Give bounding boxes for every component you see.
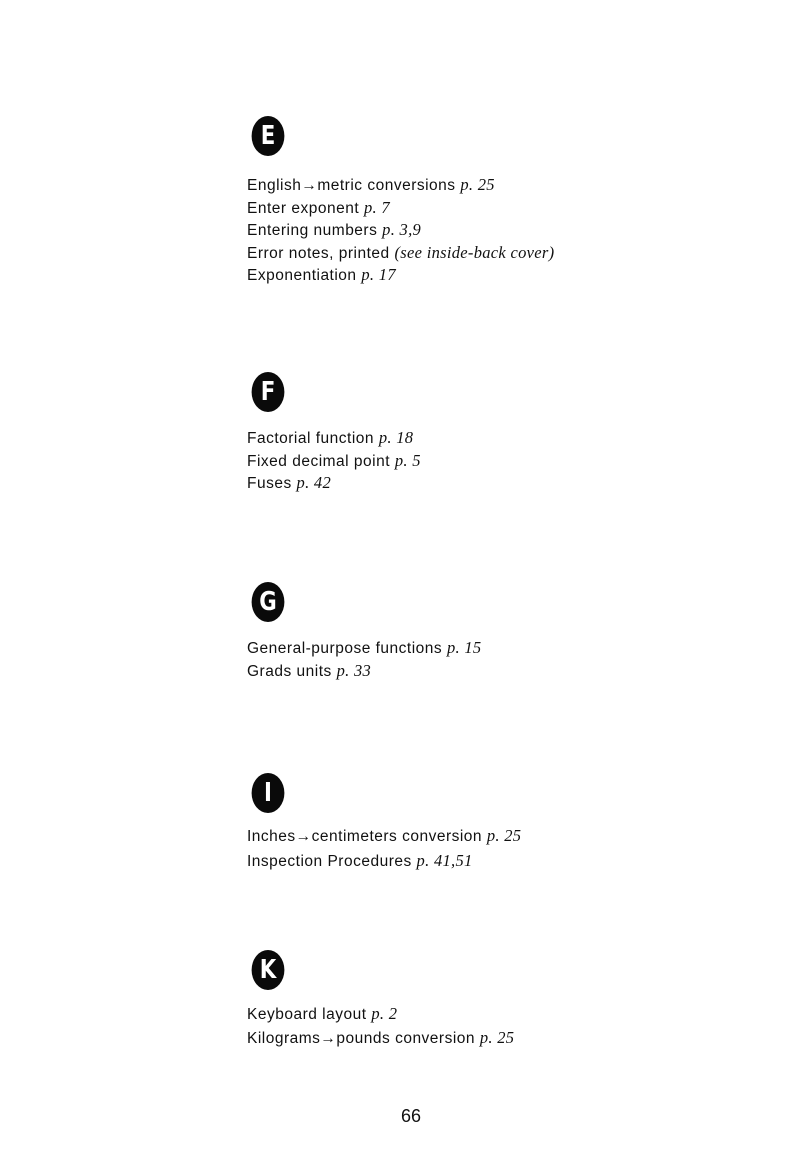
entry-page-ref: p. 17 [361, 265, 396, 284]
index-entry [247, 219, 727, 242]
letter-badge-e: E [252, 116, 285, 156]
entry-text: Fixed decimal point [247, 452, 391, 470]
entry-page-ref: p. 5 [394, 450, 421, 470]
index-entry [247, 197, 727, 220]
entry-page-ref: p. 41,51 [416, 851, 473, 870]
index-entry [247, 824, 727, 849]
entry-page-ref: (see inside-back cover) [394, 242, 555, 262]
index-section-k [247, 950, 727, 1050]
index-section-g [247, 582, 727, 682]
entry-text: Enter exponent [247, 199, 360, 217]
index-entry [247, 450, 727, 473]
letter-badge-i: I [252, 773, 285, 813]
index-entries-k [247, 1002, 727, 1050]
page-number: 66 [400, 1106, 422, 1126]
entry-page-ref: p. 3,9 [382, 220, 422, 239]
entry-page-ref: p. 15 [446, 638, 482, 657]
index-entries-e [247, 174, 727, 287]
entry-page-ref: p. 25 [460, 175, 495, 194]
index-section-e [247, 116, 727, 287]
index-section-f [247, 372, 727, 495]
letter-badge-f: F [252, 372, 285, 412]
entry-text: General-purpose functions [247, 640, 443, 657]
index-entry [247, 174, 727, 197]
entry-text: Error notes, printed [247, 244, 390, 262]
entry-page-ref: p. 7 [363, 197, 390, 217]
index-entries-g [247, 637, 727, 682]
index-entry [247, 242, 727, 265]
index-section-i [247, 773, 727, 874]
entry-text: Kilograms→pounds conversion [247, 1030, 476, 1047]
entry-text: Exponentiation [247, 267, 357, 284]
entry-page-ref: p. 33 [336, 660, 372, 680]
index-entry [247, 427, 727, 450]
entry-text: Entering numbers [247, 222, 378, 239]
letter-badge-g: G [252, 582, 285, 622]
entry-text: Grads units [247, 662, 332, 680]
entry-text: Inspection Procedures [247, 853, 412, 870]
entry-page-ref: p. 18 [378, 428, 414, 447]
index-entry [247, 1002, 727, 1026]
entry-page-ref: p. 25 [479, 1028, 515, 1047]
index-entry [247, 1026, 727, 1050]
entry-page-ref: p. 2 [371, 1004, 398, 1023]
index-entry [247, 637, 727, 660]
entry-text: Factorial function [247, 430, 375, 447]
entry-text: English→metric conversions [247, 177, 456, 194]
entry-page-ref: p. 25 [486, 826, 522, 845]
index-entry [247, 264, 727, 287]
entry-page-ref: p. 42 [296, 473, 332, 492]
entry-text: Fuses [247, 475, 292, 492]
entry-text: Inches→centimeters conversion [247, 828, 483, 845]
index-entry [247, 660, 727, 683]
entry-text: Keyboard layout [247, 1006, 367, 1023]
index-entries-f [247, 427, 727, 495]
index-entry [247, 849, 727, 874]
index-entry [247, 472, 727, 495]
index-entries-i [247, 824, 727, 874]
letter-badge-k: K [252, 950, 285, 990]
